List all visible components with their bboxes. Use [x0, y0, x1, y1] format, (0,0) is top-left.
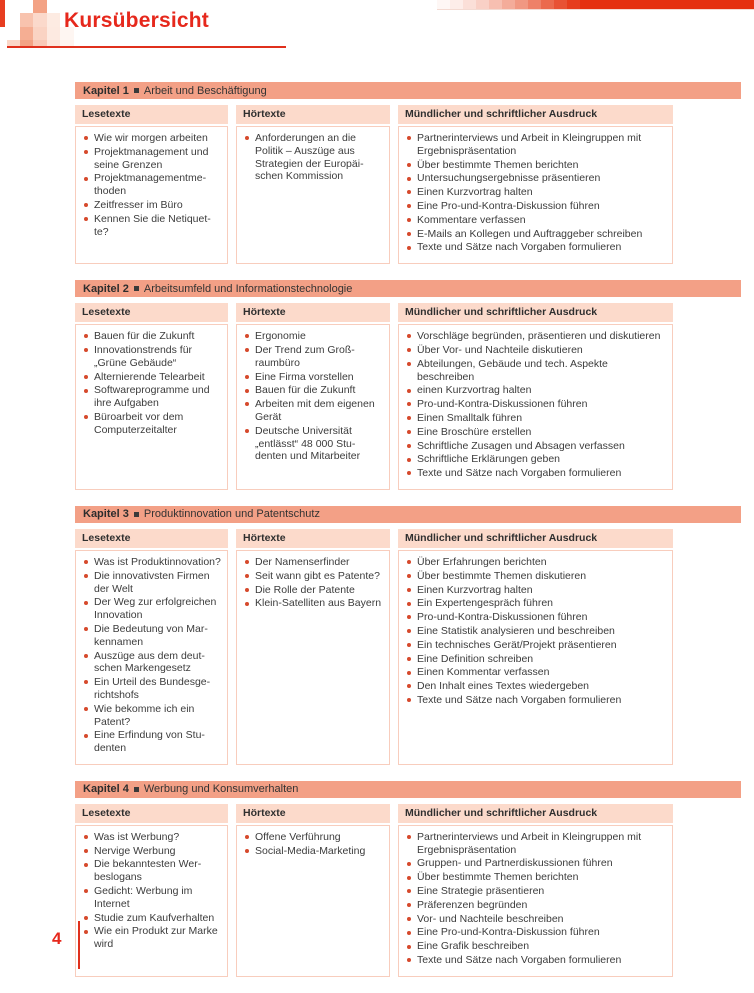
lesetexte-column: [75, 303, 228, 490]
chapter-label: Kapitel 3: [83, 508, 129, 521]
list-item: Offene Verführung: [244, 831, 383, 844]
list-item: Über bestimmte Themen berichten: [406, 159, 666, 172]
list-item: Deutsche Universität „entlässt“ 48 000 Studenten und Mitarbeiter: [244, 425, 383, 463]
list-item: Eine Strategie präsentieren: [406, 885, 666, 898]
list-item: Schriftliche Zusagen und Absagen verfassen: [406, 440, 666, 453]
list-item: Wie ein Produkt zur Marke wird: [83, 925, 221, 951]
list-item: Texte und Sätze nach Vorgaben formulieren: [406, 694, 666, 707]
lesetexte-list: [83, 330, 221, 436]
list-item: Gruppen- und Partnerdiskussionen führen: [406, 857, 666, 870]
list-item: Was ist Werbung?: [83, 831, 221, 844]
square-bullet-icon: [134, 787, 139, 792]
hoertexte-column: [236, 529, 390, 765]
lesetexte-box: [75, 324, 228, 490]
list-item: Partnerinterviews und Arbeit in Kleingruppen mit Ergebnispräsentation: [406, 132, 666, 158]
list-item: Über Erfahrungen berichten: [406, 556, 666, 569]
column-header-hoertexte: Hörtexte: [236, 529, 390, 548]
list-item: Pro-und-Kontra-Diskussionen führen: [406, 611, 666, 624]
page-title: Kursübersicht: [64, 9, 209, 32]
list-item: Vorschläge begründen, präsentieren und diskutieren: [406, 330, 666, 343]
list-item: Eine Pro-und-Kontra-Diskussion führen: [406, 200, 666, 213]
column-header-lesetexte: Lesetexte: [75, 303, 228, 322]
lesetexte-column: [75, 804, 228, 977]
list-item: Einen Kurzvortrag halten: [406, 584, 666, 597]
ausdruck-list: [406, 556, 666, 707]
list-item: Schriftliche Erklärungen geben: [406, 453, 666, 466]
column-header-lesetexte: Lesetexte: [75, 804, 228, 823]
ausdruck-box: [398, 324, 673, 490]
hoertexte-column: [236, 105, 390, 264]
list-item: Anforderungen an die Politik – Auszüge aus Strategien der Europäischen Kommission: [244, 132, 383, 183]
column-header-lesetexte: Lesetexte: [75, 529, 228, 548]
list-item: Die bekanntesten Werbeslogans: [83, 858, 221, 884]
list-item: Studie zum Kaufverhalten: [83, 912, 221, 925]
hoertexte-column: [236, 804, 390, 977]
list-item: einen Kurzvortrag halten: [406, 384, 666, 397]
gradient-strip: [437, 0, 754, 10]
list-item: Seit wann gibt es Patente?: [244, 570, 383, 583]
list-item: Die Bedeutung von Markennamen: [83, 623, 221, 649]
list-item: Innovationstrends für „Grüne Gebäude“: [83, 344, 221, 370]
column-header-lesetexte: Lesetexte: [75, 105, 228, 124]
list-item: Büroarbeit vor dem Computerzeitalter: [83, 411, 221, 437]
list-item: Eine Definition schreiben: [406, 653, 666, 666]
hoertexte-box: [236, 825, 390, 977]
chapter-title: Arbeitsumfeld und Informationstechnologie: [143, 282, 353, 295]
chapter-title: Werbung und Konsumverhalten: [143, 783, 299, 796]
lesetexte-column: [75, 105, 228, 264]
hoertexte-list: [244, 556, 383, 610]
ausdruck-column: [398, 804, 673, 977]
list-item: Projektmanagementmethoden: [83, 172, 221, 198]
list-item: Eine Grafik beschreiben: [406, 940, 666, 953]
square-bullet-icon: [134, 88, 139, 93]
list-item: Nervige Werbung: [83, 845, 221, 858]
chapter-label: Kapitel 4: [83, 783, 129, 796]
list-item: E-Mails an Kollegen und Auftraggeber schreiben: [406, 228, 666, 241]
chapter-label: Kapitel 2: [83, 282, 129, 295]
list-item: Präferenzen begründen: [406, 899, 666, 912]
list-item: Kommentare verfassen: [406, 214, 666, 227]
column-header-hoertexte: Hörtexte: [236, 105, 390, 124]
list-item: Über bestimmte Themen berichten: [406, 871, 666, 884]
ausdruck-column: [398, 303, 673, 490]
column-header-ausdruck: Mündlicher und schriftlicher Ausdruck: [398, 529, 673, 548]
chapter-section-1: [75, 82, 741, 264]
hoertexte-column: [236, 303, 390, 490]
ausdruck-box: [398, 126, 673, 264]
list-item: Die Rolle der Patente: [244, 584, 383, 597]
list-item: Eine Pro-und-Kontra-Diskussion führen: [406, 926, 666, 939]
list-item: Gedicht: Werbung im Internet: [83, 885, 221, 911]
lesetexte-column: [75, 529, 228, 765]
chapter-title: Produktinnovation und Patentschutz: [143, 508, 320, 521]
list-item: Zeitfresser im Büro: [83, 199, 221, 212]
list-item: Über bestimmte Themen diskutieren: [406, 570, 666, 583]
list-item: Einen Kommentar verfassen: [406, 666, 666, 679]
square-bullet-icon: [134, 286, 139, 291]
list-item: Texte und Sätze nach Vorgaben formulieren: [406, 954, 666, 967]
chapter-label: Kapitel 1: [83, 84, 129, 97]
list-item: Auszüge aus dem deutschen Markengesetz: [83, 650, 221, 676]
list-item: Eine Firma vorstellen: [244, 371, 383, 384]
list-item: Der Weg zur erfolgreichen Innovation: [83, 596, 221, 622]
chapter-columns: [75, 529, 741, 765]
list-item: Untersuchungsergebnisse präsentieren: [406, 172, 666, 185]
list-item: Wie wir morgen arbeiten: [83, 132, 221, 145]
list-item: Ein Urteil des Bundesgerichtshofs: [83, 676, 221, 702]
column-header-ausdruck: Mündlicher und schriftlicher Ausdruck: [398, 804, 673, 823]
lesetexte-list: [83, 831, 221, 951]
column-header-hoertexte: Hörtexte: [236, 804, 390, 823]
list-item: Projektmanagement und seine Grenzen: [83, 146, 221, 172]
lesetexte-box: [75, 825, 228, 977]
list-item: Arbeiten mit dem eigenen Gerät: [244, 398, 383, 424]
lesetexte-list: [83, 132, 221, 238]
list-item: Abteilungen, Gebäude und tech. Aspekte beschreiben: [406, 358, 666, 384]
list-item: Eine Erfindung von Studenten: [83, 729, 221, 755]
list-item: Wie bekomme ich ein Patent?: [83, 703, 221, 729]
ausdruck-column: [398, 529, 673, 765]
hoertexte-box: [236, 550, 390, 765]
footer-rule: [78, 921, 80, 969]
list-item: Texte und Sätze nach Vorgaben formulieren: [406, 467, 666, 480]
ausdruck-list: [406, 132, 666, 254]
chapter-columns: [75, 303, 741, 490]
list-item: Bauen für die Zukunft: [83, 330, 221, 343]
list-item: Alternierende Telearbeit: [83, 371, 221, 384]
list-item: Ein Expertengespräch führen: [406, 597, 666, 610]
list-item: Pro-und-Kontra-Diskussionen führen: [406, 398, 666, 411]
square-bullet-icon: [134, 512, 139, 517]
column-header-ausdruck: Mündlicher und schriftlicher Ausdruck: [398, 105, 673, 124]
ausdruck-box: [398, 825, 673, 977]
ausdruck-box: [398, 550, 673, 765]
chapter-section-3: [75, 506, 741, 765]
course-overview: [75, 82, 741, 993]
chapter-header-bar: [75, 82, 741, 99]
list-item: Der Trend zum Großraumbüro: [244, 344, 383, 370]
list-item: Eine Statistik analysieren und beschreiben: [406, 625, 666, 638]
hoertexte-list: [244, 831, 383, 858]
list-item: Vor- und Nachteile beschreiben: [406, 913, 666, 926]
ausdruck-list: [406, 831, 666, 967]
hoertexte-box: [236, 126, 390, 264]
list-item: Kennen Sie die Netiquette?: [83, 213, 221, 239]
list-item: Der Namenserfinder: [244, 556, 383, 569]
ausdruck-list: [406, 330, 666, 480]
column-header-hoertexte: Hörtexte: [236, 303, 390, 322]
hoertexte-box: [236, 324, 390, 490]
list-item: Einen Kurzvortrag halten: [406, 186, 666, 199]
list-item: Social-Media-Marketing: [244, 845, 383, 858]
chapter-header-bar: [75, 280, 741, 297]
list-item: Einen Smalltalk führen: [406, 412, 666, 425]
lesetexte-list: [83, 556, 221, 755]
list-item: Softwareprogramme und ihre Aufgaben: [83, 384, 221, 410]
page-number: 4: [52, 929, 62, 948]
hoertexte-list: [244, 330, 383, 463]
column-header-ausdruck: Mündlicher und schriftlicher Ausdruck: [398, 303, 673, 322]
list-item: Den Inhalt eines Textes wiedergeben: [406, 680, 666, 693]
list-item: Ein technisches Gerät/Projekt präsentieren: [406, 639, 666, 652]
chapter-columns: [75, 105, 741, 264]
lesetexte-box: [75, 550, 228, 765]
list-item: Ergonomie: [244, 330, 383, 343]
title-underline: [7, 46, 286, 48]
hoertexte-list: [244, 132, 383, 183]
list-item: Eine Broschüre erstellen: [406, 426, 666, 439]
chapter-header-bar: [75, 506, 741, 523]
chapter-title: Arbeit und Beschäftigung: [143, 84, 267, 97]
list-item: Was ist Produktinnovation?: [83, 556, 221, 569]
chapter-section-4: [75, 781, 741, 977]
list-item: Texte und Sätze nach Vorgaben formulieren: [406, 241, 666, 254]
chapter-columns: [75, 804, 741, 977]
list-item: Partnerinterviews und Arbeit in Kleingruppen mit Ergebnispräsentation: [406, 831, 666, 857]
lesetexte-box: [75, 126, 228, 264]
list-item: Bauen für die Zukunft: [244, 384, 383, 397]
list-item: Die innovativsten Firmen der Welt: [83, 570, 221, 596]
chapter-header-bar: [75, 781, 741, 798]
list-item: Klein-Satelliten aus Bayern: [244, 597, 383, 610]
ausdruck-column: [398, 105, 673, 264]
list-item: Über Vor- und Nachteile diskutieren: [406, 344, 666, 357]
chapter-section-2: [75, 280, 741, 490]
